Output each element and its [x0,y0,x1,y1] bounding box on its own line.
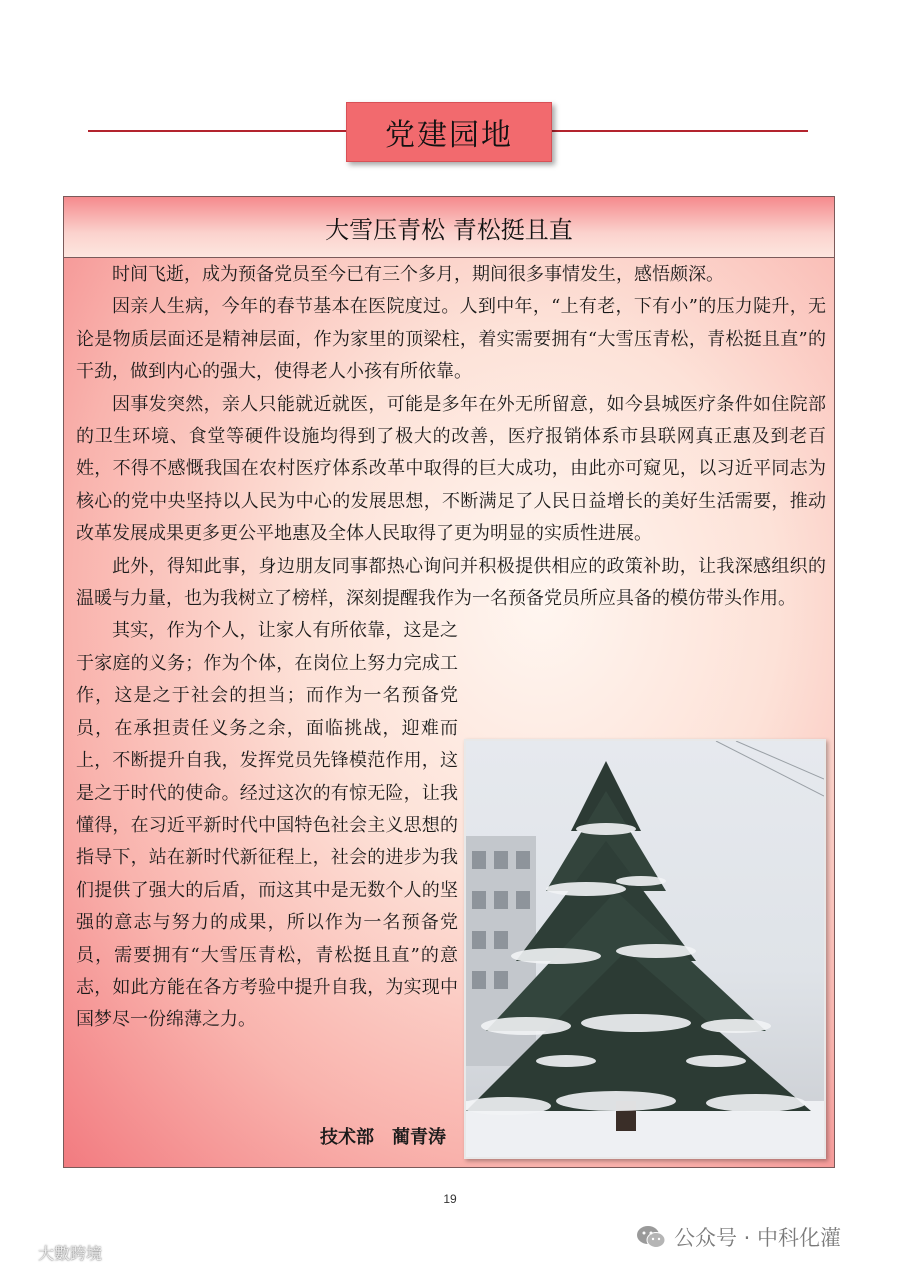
article-paragraph: 因事发突然，亲人只能就近就医，可能是多年在外无所留意，如今县城医疗条件如住院部的卫生环境、食堂等硬件设施均得到了极大的改善，医疗报销体系市县联网真正惠及到老百姓，不得不感慨我国在农村医疗体系改革中取得的巨大成功，由此亦可窥见，以习近平同志为核心的党中央坚持以人民为中心的发展思想，不断满足了人民日益增长的美好生活需要，推动改革发展成果更多更公平地惠及全体人民取得了更为明显的实质性进展。 [76,393,826,545]
article-signature: 技术部 蔺青涛 [320,1127,446,1148]
header-rule-left [88,130,346,132]
corner-watermark [8,1240,102,1264]
article-paragraph: 因亲人生病，今年的春节基本在医院度过。人到中年，“上有老，下有小”的压力陡升，无论是物质层面还是精神层面，作为家里的顶梁柱，着实需要拥有“大雪压青松，青松挺且直”的干劲，做到内心的强大，使得老人小孩有所依靠。 [76,296,826,383]
article-panel [63,196,835,1168]
pine-tree-icon [466,741,824,1157]
wechat-watermark [636,1222,841,1252]
article-title: 大雪压青松 青松挺且直 [64,197,834,258]
article-paragraph-text: 其实，作为个人，让家人有所依靠，这是之于家庭的义务；作为个体，在岗位上努力完成工作，这是之于社会的担当；而作为一名预备党员，在承担责任义务之余，面临挑战，迎难而上，不断提升自我，发挥党员先锋模范作用，这是之于时代的使命。经过这次的有惊无险，让我懂得，在习近平新时代中国特色社会主义思想的指导下，站在新时代新征程上，社会的进步为我们提供了强大的后盾，而这其中是无数个人的坚强的意志与努力的成果，所以作为一名预备党员，需要拥有“大雪压青松，青松挺且直”的意志，如此方能在各方考验中提升自我，为实现中国梦尽一份绵薄之力。 [76,620,458,1031]
page-number: 19 [443,1192,457,1206]
article-paragraph: 此外，得知此事，身边朋友同事都热心询问并积极提供相应的政策补助，让我深感组织的温暖与力量，也为我树立了榜样，深刻提醒我作为一名预备党员所应具备的模仿带头作用。 [76,555,826,610]
wechat-icon [636,1224,666,1250]
corner-watermark-text: 大數跨境 [38,1243,103,1263]
header-rule-right [552,130,808,132]
snow-covered-pine-tree-photo [464,739,826,1159]
corner-logo-icon [8,1241,34,1263]
section-title: 党建园地 [346,102,552,162]
article-paragraph: 时间飞逝，成为预备党员至今已有三个多月，期间很多事情发生，感悟颇深。 [112,264,724,285]
wechat-account-text: 公众号 · 中科化灌 [674,1226,842,1250]
